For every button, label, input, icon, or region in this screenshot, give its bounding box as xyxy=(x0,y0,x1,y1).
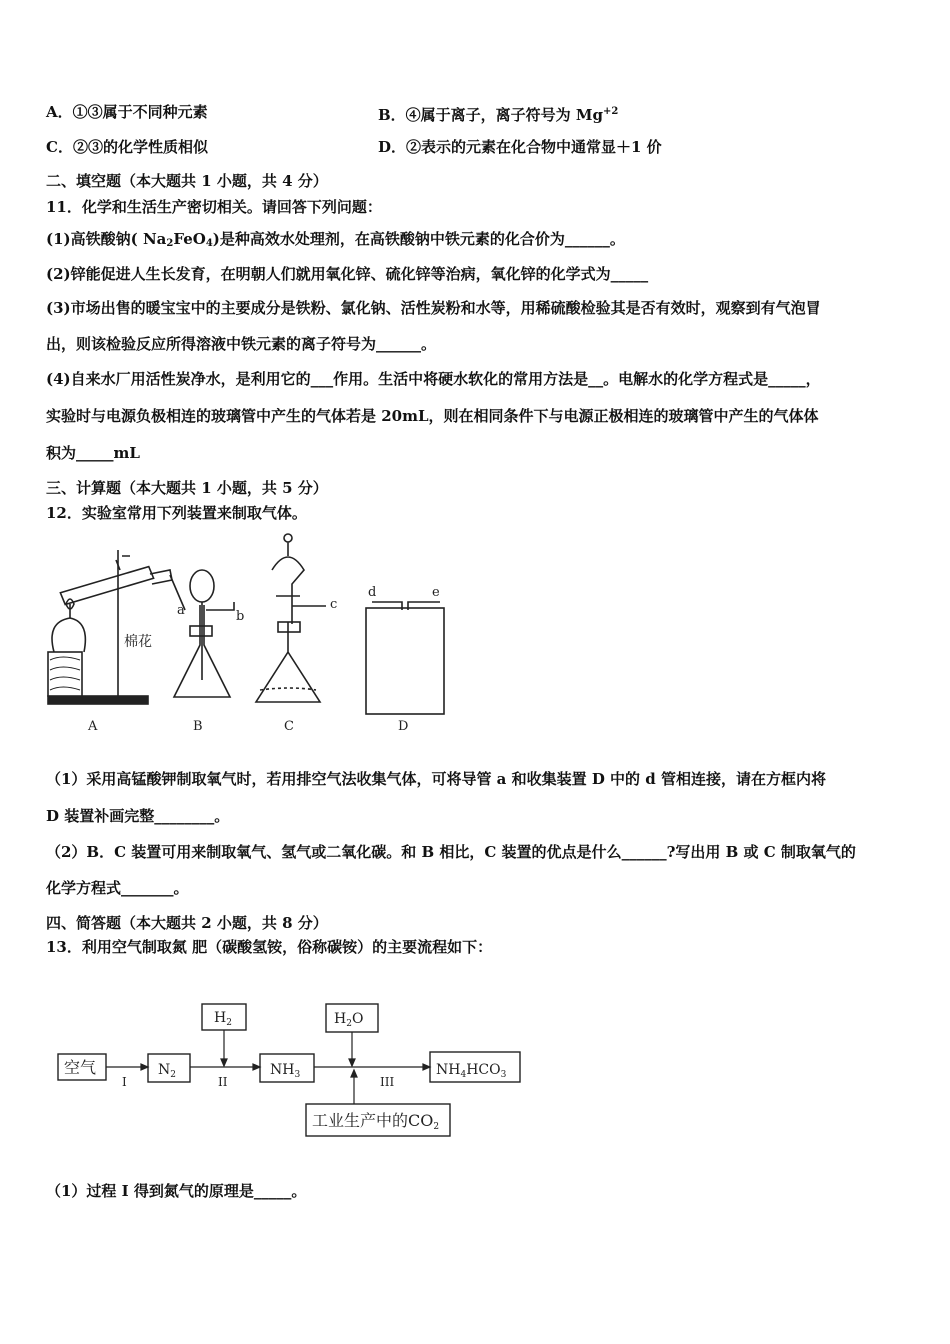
q11-p1-sub2: 4 xyxy=(205,238,213,249)
q11-stem: 11．化学和生活生产密切相关。请回答下列问题： xyxy=(46,198,382,216)
q12-part2-line1: （2）B．C 装置可用来制取氧气、氢气或二氧化碳。和 B 相比，C 装置的优点是什么______?写出用 B 或 C 制取氧气的 xyxy=(46,843,856,861)
option-b xyxy=(378,102,618,125)
flow-n2: $N_2$ xyxy=(158,1062,176,1080)
flow-step-2: II xyxy=(218,1075,228,1089)
tube-b-label: b xyxy=(236,609,245,624)
tube-d-label: d xyxy=(368,585,377,600)
q11-part4-line3: 积为_____mL xyxy=(46,444,140,462)
option-b-text: B．④属于离子，离子符号为 Mg xyxy=(378,106,603,124)
label-d: D xyxy=(398,719,409,734)
tube-a-label: a xyxy=(177,603,185,618)
option-d: D．②表示的元素在化合物中通常显＋1 价 xyxy=(378,138,662,156)
q12-part1-line2: D 装置补画完整________。 xyxy=(46,807,230,825)
apparatus-figure xyxy=(40,530,460,740)
flow-step-1: I xyxy=(122,1075,127,1089)
q12-stem: 12．实验室常用下列装置来制取气体。 xyxy=(46,504,307,522)
label-b: B xyxy=(193,719,203,734)
section-3-title: 三、计算题（本大题共 1 小题，共 5 分） xyxy=(46,479,328,497)
q12-part1-line1: （1）采用高锰酸钾制取氧气时，若用排空气法收集气体，可将导管 a 和收集装置 D 中的 d 管相连接，请在方框内将 xyxy=(46,770,826,788)
section-4-title: 四、简答题（本大题共 2 小题，共 8 分） xyxy=(46,914,328,932)
flow-air: 空气 xyxy=(64,1058,97,1077)
q11-p1-sub1: 2 xyxy=(166,238,174,249)
option-a: A．①③属于不同种元素 xyxy=(46,103,208,121)
q11-part4-line1: (4)自来水厂用活性炭净水，是利用它的___作用。生活中将硬水软化的常用方法是__。电解水的化学方程式是_____， xyxy=(46,370,821,388)
flow-step-3: III xyxy=(380,1075,395,1089)
process-flowchart xyxy=(50,1000,530,1140)
flow-co2: 工业生产中的CO2 xyxy=(312,1111,440,1132)
flow-product: $NH_4HCO_3$ xyxy=(436,1062,507,1080)
flow-nh3: $NH_3$ xyxy=(270,1062,301,1080)
q12-part2-line2: 化学方程式_______。 xyxy=(46,879,189,897)
q13-part1: （1）过程 I 得到氮气的原理是_____。 xyxy=(46,1182,307,1200)
section-2-title: 二、填空题（本大题共 1 小题，共 4 分） xyxy=(46,172,328,190)
tube-e-label: e xyxy=(432,585,440,600)
label-a: A xyxy=(88,719,98,734)
tube-c-label: c xyxy=(330,597,338,612)
q11-p1-b: FeO xyxy=(173,230,206,248)
q11-part2: (2)锌能促进人生长发育，在明朝人们就用氧化锌、硫化锌等治病，氧化锌的化学式为_____ xyxy=(46,265,649,283)
flow-h2: $H_2$ xyxy=(214,1010,232,1028)
q11-p1-c: )是种高效水处理剂，在高铁酸钠中铁元素的化合价为______。 xyxy=(212,230,625,248)
q11-part3-line1: (3)市场出售的暖宝宝中的主要成分是铁粉、氯化钠、活性炭粉和水等，用稀硫酸检验其是否有效时，观察到有气泡冒 xyxy=(46,299,821,317)
q11-part4-line2: 实验时与电源负极相连的玻璃管中产生的气体若是 20mL，则在相同条件下与电源正极相连的玻璃管中产生的气体体 xyxy=(46,407,819,425)
q11-p1-a: (1)高铁酸钠( Na xyxy=(46,230,167,248)
q11-part3-line2: 出，则该检验反应所得溶液中铁元素的离子符号为______。 xyxy=(46,335,437,353)
flow-h2o: $H_2O$ xyxy=(334,1011,364,1029)
option-b-charge: +2 xyxy=(603,106,619,117)
cotton-label: 棉花 xyxy=(124,634,152,650)
label-c: C xyxy=(284,719,294,734)
option-c: C．②③的化学性质相似 xyxy=(46,138,208,156)
q13-stem: 13．利用空气制取氮 肥（碳酸氢铵，俗称碳铵）的主要流程如下： xyxy=(46,938,493,956)
q11-part1 xyxy=(46,229,625,254)
